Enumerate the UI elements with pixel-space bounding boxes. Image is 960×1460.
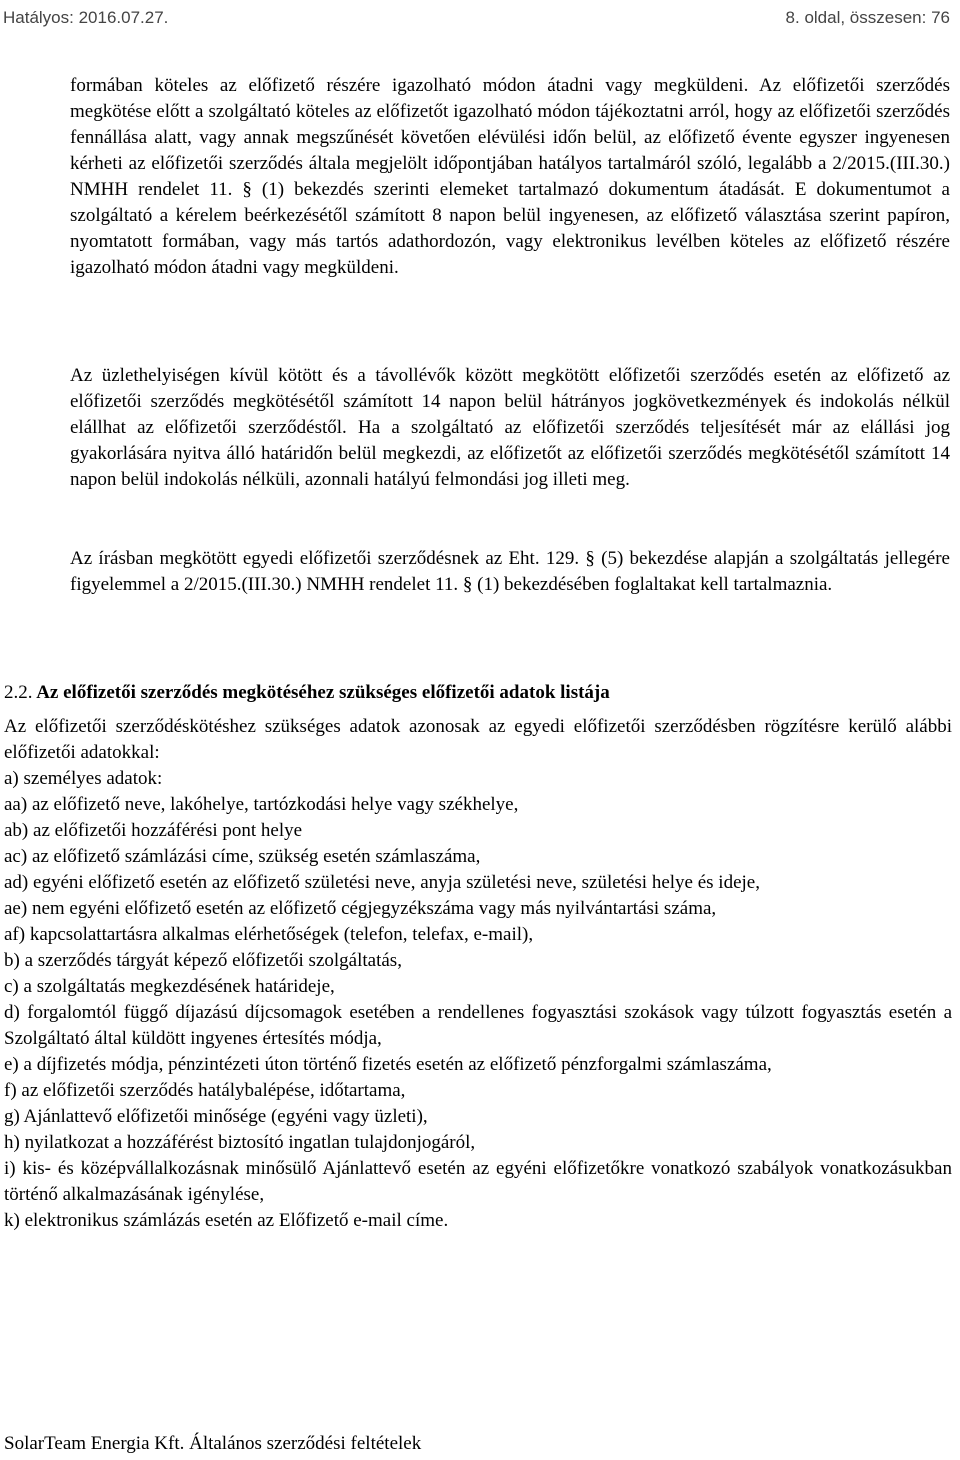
subscriber-data-list <box>4 714 952 1234</box>
list-item: c) a szolgáltatás megkezdésének határideje, <box>4 976 335 997</box>
list-item: f) az előfizetői szerződés hatálybalépése, időtartama, <box>4 1080 406 1101</box>
effective-date: Hatályos: 2016.07.27. <box>3 8 169 27</box>
page-header <box>0 8 960 32</box>
list-item: af) kapcsolattartásra alkalmas elérhetőségek (telefon, telefax, e-mail), <box>4 924 534 945</box>
paragraph-written-contract: Az írásban megkötött egyedi előfizetői szerződésnek az Eht. 129. § (5) bekezdése alapján a szolgáltatás jellegére figyelemmel a 2/2015.(III.30.) NMHH rendelet 11. § (1) bekezdésében foglaltakat kell tartalmaznia. <box>70 548 950 595</box>
list-item: ad) egyéni előfizető esetén az előfizető születési neve, anyja születési neve, születési helye és ideje, <box>4 872 760 893</box>
list-item: e) a díjfizetés módja, pénzintézeti úton történő fizetés esetén az előfizető pénzforgalmi számlaszáma, <box>4 1054 772 1075</box>
paragraph-withdrawal-right: Az üzlethelyiségen kívül kötött és a távollévők között megkötött előfizetői szerződés esetén az előfizető az előfizetői szerződés megkötésétől számított 14 napon belül hátrányos jogkövetkezmények és indokolás nélkül elállhat az előfizetői szerződéstől. Ha a szolgáltató az előfizetői szerződés teljesítését már az elállási jog gyakorlására nyitva álló határidőn belül megkezdi, az előfizetőt az előfizetői szerződés megkötésétől számított 14 napon belül indokolás nélküli, azonnali hatályú felmondási jog illeti meg. <box>70 365 950 490</box>
section-title: Az előfizetői szerződés megkötéséhez szükséges előfizetői adatok listája <box>36 682 610 703</box>
list-item: a) személyes adatok: <box>4 768 163 789</box>
section-heading <box>4 680 944 706</box>
page-counter: 8. oldal, összesen: 76 <box>785 8 950 27</box>
page-footer: SolarTeam Energia Kft. Általános szerződési feltételek <box>4 1433 422 1454</box>
list-item: h) nyilatkozat a hozzáférést biztosító ingatlan tulajdonjogáról, <box>4 1132 476 1153</box>
list-item: i) kis- és középvállalkozásnak minősülő Ajánlattevő esetén az egyéni előfizetőkre vonatkozó szabályok vonatkozásukban történő alkalmazásának igénylése, <box>4 1158 952 1205</box>
list-item: d) forgalomtól függő díjazású díjcsomagok esetében a rendellenes fogyasztási szokások vagy túlzott fogyasztás esetén a Szolgáltató által küldött ingyenes értesítés módja, <box>4 1002 952 1049</box>
list-item: ae) nem egyéni előfizető esetén az előfizető cégjegyzékszáma vagy más nyilvántartási száma, <box>4 898 717 919</box>
paragraph-delivery: formában köteles az előfizető részére igazolható módon átadni vagy megküldeni. Az előfizetői szerződés megkötése előtt a szolgáltató köteles az előfizetőt igazolható módon tájékoztatni arról, hogy az előfizetői szerződés fennállása alatt, vagy annak megszűnését követően elévülési időn belül, az előfizető évente egyszer ingyenesen kérheti az előfizetői szerződés általa megjelölt időpontjában hatályos tartalmáról szóló, legalább a 2/2015.(III.30.) NMHH rendelet 11. § (1) bekezdés szerinti elemeket tartalmazó dokumentum átadását. E dokumentumot a szolgáltató a kérelem beérkezésétől számított 8 napon belül ingyenesen, az előfizető választása szerint papíron, nyomtatott formában, vagy más tartós adathordozón, vagy elektronikus levélben köteles az előfizető részére igazolható módon átadni vagy megküldeni. <box>70 75 950 278</box>
list-intro: Az előfizetői szerződéskötéshez szükséges adatok azonosak az egyedi előfizetői szerződésben rögzítésre kerülő alábbi előfizetői adatokkal: <box>4 716 952 763</box>
list-item: ac) az előfizető számlázási címe, szükség esetén számlaszáma, <box>4 846 481 867</box>
section-number: 2.2. <box>4 682 33 703</box>
list-item: k) elektronikus számlázás esetén az Előfizető e-mail címe. <box>4 1210 449 1231</box>
list-item: aa) az előfizető neve, lakóhelye, tartózkodási helye vagy székhelye, <box>4 794 519 815</box>
list-item: ab) az előfizetői hozzáférési pont helye <box>4 820 303 841</box>
list-item: g) Ajánlattevő előfizetői minősége (egyéni vagy üzleti), <box>4 1106 428 1127</box>
list-item: b) a szerződés tárgyát képező előfizetői szolgáltatás, <box>4 950 402 971</box>
